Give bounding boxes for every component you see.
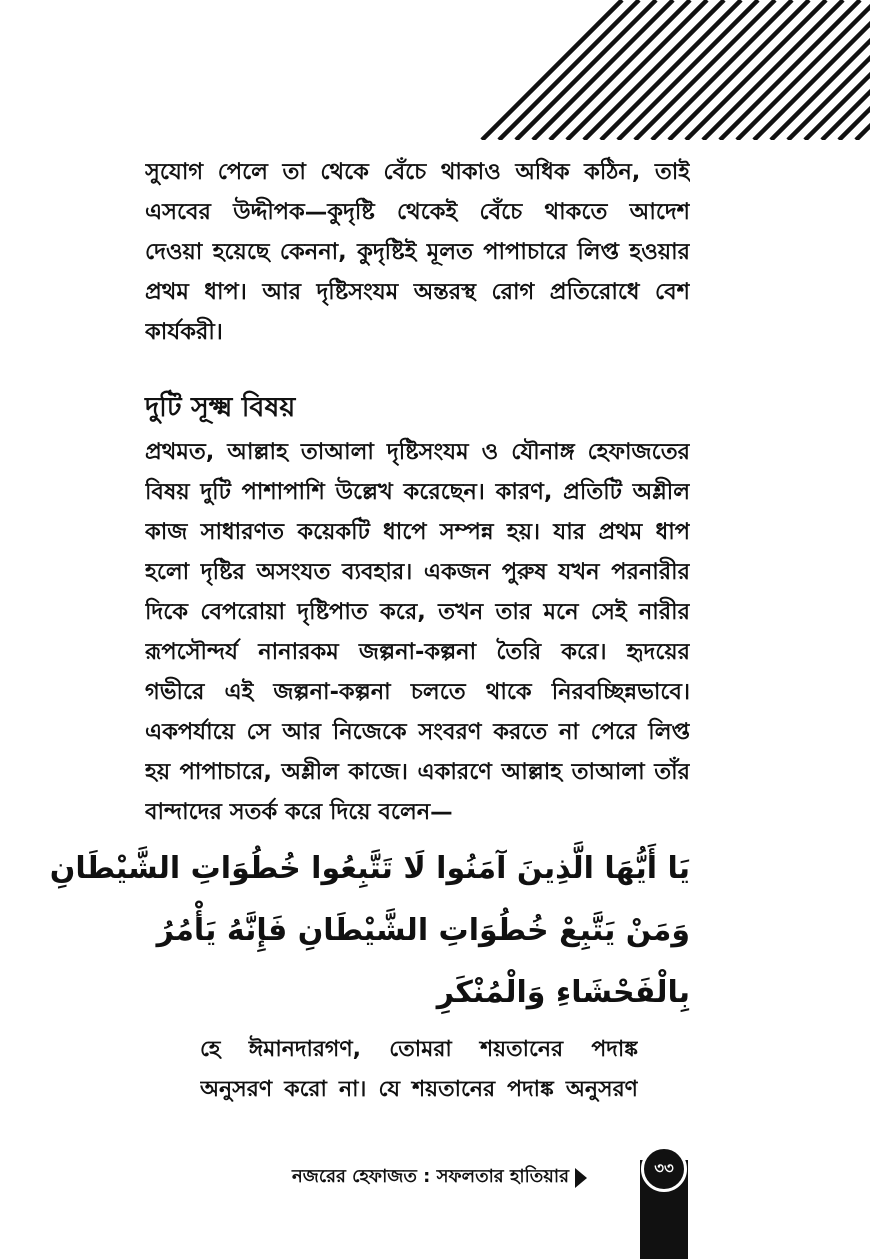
text-line: বান্দাদের সতর্ক করে দিয়ে বলেন—	[145, 799, 453, 825]
text-line: দিকে বেপরোয়া দৃষ্টিপাত করে, তখন তার মনে সেই নারীর	[145, 599, 690, 625]
running-footer	[292, 1162, 587, 1193]
running-title: নজরের হেফাজত : সফলতার হাতিয়ার	[292, 1166, 570, 1187]
paragraph-2	[145, 432, 690, 832]
arabic-verse-line: بِالْفَحْشَاءِ وَالْمُنْكَرِ	[436, 975, 690, 1010]
text-line	[145, 432, 690, 472]
text-line: কাজ সাধারণত কয়েকটি ধাপে সম্পন্ন হয়। যার প্রথম ধাপ	[145, 519, 690, 545]
text-line: হে ঈমানদারগণ, তোমরা শয়তানের পদাঙ্ক	[200, 1037, 638, 1062]
paragraph-1	[145, 152, 690, 352]
text-line: প্রথম ধাপ। আর দৃষ্টিসংযম অন্তরস্থ রোগ প্রতিরোধে বেশ	[145, 279, 690, 305]
arabic-verse-line: وَمَنْ يَتَّبِعْ خُطُوَاتِ الشَّيْطَانِ فَإِنَّهُ يَأْمُرُ	[156, 913, 690, 948]
text-line: এসবের উদ্দীপক—কুদৃষ্টি থেকেই বেঁচে থাকতে আদেশ	[145, 199, 690, 225]
text-line: দেওয়া হয়েছে কেননা, কুদৃষ্টিই মূলত পাপাচারে লিপ্ত হওয়ার	[145, 239, 690, 265]
page-number: ৩৩	[641, 1146, 687, 1192]
text-line: রূপসৌন্দর্য নানারকম জল্পনা-কল্পনা তৈরি করে। হৃদয়ের	[145, 639, 690, 665]
text-fragment: আল্লাহ তাআলা দৃষ্টিসংযম ও যৌনাঙ্গ হেফাজতের	[214, 439, 690, 465]
text-line: হয় পাপাচারে, অশ্লীল কাজে। একারণে আল্লাহ তাআলা তাঁর	[145, 759, 690, 785]
text-line: একপর্যায়ে সে আর নিজেকে সংবরণ করতে না পেরে লিপ্ত	[145, 719, 690, 745]
text-line: গভীরে এই জল্পনা-কল্পনা চলতে থাকে নিরবচ্ছিন্নভাবে।	[145, 679, 690, 705]
text-line: সুযোগ পেলে তা থেকে বেঁচে থাকাও অধিক কঠিন, তাই	[145, 159, 690, 185]
section-heading: দুটি সূক্ষ্ম বিষয়	[145, 392, 296, 423]
hatch-line	[470, 0, 554, 140]
text-line: হলো দৃষ্টির অসংযত ব্যবহার। একজন পুরুষ যখন পরনারীর	[145, 559, 690, 585]
text-line: বিষয় দুটি পাশাপাশি উল্লেখ করেছেন। কারণ, প্রতিটি অশ্লীল	[145, 479, 690, 505]
corner-hatch-decoration	[470, 0, 870, 140]
triangle-right-icon	[575, 1168, 587, 1188]
text-line: অনুসরণ করো না। যে শয়তানের পদাঙ্ক অনুসরণ	[200, 1077, 638, 1102]
arabic-verse-line: يَا أَيُّهَا الَّذِينَ آمَنُوا لَا تَتَّبِعُوا خُطُوَاتِ الشَّيْطَانِ	[49, 851, 690, 886]
lead-word: প্রথমত,	[145, 439, 215, 465]
text-line: কার্যকরী।	[145, 319, 223, 345]
verse-translation	[200, 1030, 638, 1110]
